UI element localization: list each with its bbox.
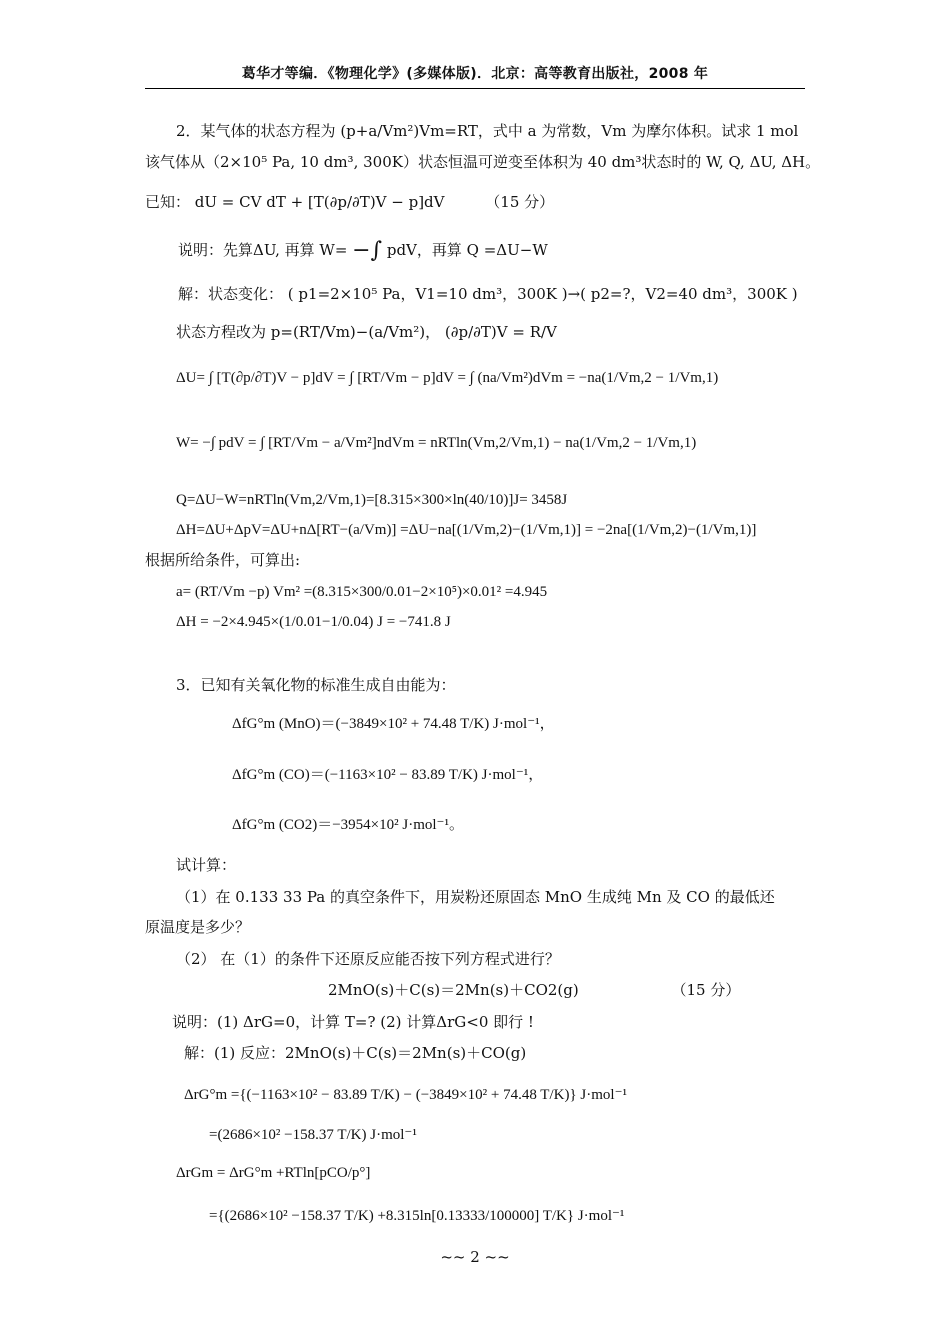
problem2-question-line1: 2．某气体的状态方程为 (p+a/Vm²)Vm=RT，式中 a 为常数，Vm 为摩尔体积。试求 1 mol [176, 122, 799, 140]
state-equation: 状态方程改为 p=(RT/Vm)−(a/Vm²)， (∂p/∂T)V = R/V [176, 323, 557, 341]
problem3-intro: 3．已知有关氧化物的标准生成自由能为： [176, 676, 456, 694]
solution-label: 解：状态变化： [178, 285, 284, 303]
try-calculate: 试计算： [176, 856, 237, 874]
integral-sign-icon: −∫ [352, 238, 383, 263]
known-equation: dU = CV dT + [T(∂p/∂T)V − p]dV [194, 193, 445, 211]
problem3-q2: （2） 在（1）的条件下还原反应能否按下列方程式进行？ [176, 950, 560, 968]
reaction-equation [328, 980, 740, 1000]
problem3-score: （15 分） [671, 981, 741, 999]
standard-gibbs-reaction: ΔrG°m ={(−1163×10² − 83.89 T/K) − (−3849×10² + 74.48 T/K)} J·mol⁻¹ [184, 1087, 627, 1103]
page-number: ~~ 2 ~~ [440, 1248, 510, 1266]
gibbs-co2: ΔfG°m (CO2)＝−3954×10² J·mol⁻¹。 [232, 817, 464, 833]
header-rule [145, 88, 805, 89]
hint-part-a: 说明：先算ΔU, 再算 W= [178, 241, 353, 259]
hint-part-b: pdV，再算 Q =ΔU−W [386, 241, 548, 259]
problem3-solution: 解：(1) 反应：2MnO(s)＋C(s)＝2Mn(s)＋CO(g) [184, 1044, 527, 1062]
gibbs-co: ΔfG°m (CO)＝(−1163×10² − 83.89 T/K) J·mol⁻¹， [232, 767, 544, 783]
gibbs-reaction: ΔrGm = ΔrG°m +RTln[pCO/p°] [176, 1165, 371, 1181]
problem2-question-line2: 该气体从（2×10⁵ Pa, 10 dm³, 300K）状态恒温可逆变至体积为 40 dm³状态时的 W, Q, ΔU, ΔH。 [145, 153, 821, 171]
problem2-score: （15 分） [485, 193, 555, 211]
given-conditions: 根据所给条件，可算出: [145, 551, 301, 569]
heat-equation: Q=ΔU−W=nRTln(Vm,2/Vm,1)=[8.315×300×ln(40/10)]J= 3458J [176, 492, 568, 508]
gibbs-reaction-expanded: ={(2686×10² −158.37 T/K) +8.315ln[0.13333/100000] T/K} J·mol⁻¹ [209, 1208, 625, 1224]
problem2-hint [178, 240, 548, 261]
state-change: ( p1=2×10⁵ Pa，V1=10 dm³，300K )→( p2=?，V2=40 dm³，300K ) [287, 285, 798, 303]
problem3-q1-line2: 原温度是多少？ [145, 918, 251, 936]
gibbs-mno: ΔfG°m (MnO)＝(−3849×10² + 74.48 T/K) J·mol⁻¹， [232, 716, 555, 732]
known-label: 已知： [145, 193, 191, 211]
page-header: 葛华才等编．《物理化学》(多媒体版)．北京：高等教育出版社，2008 年 [241, 66, 709, 82]
delta-u-equation: ΔU= ∫ [T(∂p/∂T)V − p]dV = ∫ [RT/Vm − p]dV = ∫ (na/Vm²)dVm = −na(1/Vm,2 − 1/Vm,1) [176, 370, 719, 386]
problem3-q1-line1: （1）在 0.133 33 Pa 的真空条件下，用炭粉还原固态 MnO 生成纯 Mn 及 CO 的最低还 [176, 888, 775, 906]
enthalpy-value: ΔH = −2×4.945×(1/0.01−1/0.04) J = −741.8 J [176, 614, 451, 630]
a-value-equation: a= (RT/Vm −p) Vm² =(8.315×300/0.01−2×10⁵)×0.01² =4.945 [176, 584, 548, 600]
enthalpy-equation: ΔH=ΔU+ΔpV=ΔU+nΔ[RT−(a/Vm)] =ΔU−na[(1/Vm,2)−(1/Vm,1)] = −2na[(1/Vm,2)−(1/Vm,1)] [176, 522, 757, 538]
problem3-hint: 说明：(1) ΔrG=0，计算 T=? (2) 计算ΔrG<0 即行 ! [172, 1013, 534, 1031]
standard-gibbs-simplified: =(2686×10² −158.37 T/K) J·mol⁻¹ [209, 1127, 417, 1143]
work-equation: W= −∫ pdV = ∫ [RT/Vm − a/Vm²]ndVm = nRTln(Vm,2/Vm,1) − na(1/Vm,2 − 1/Vm,1) [176, 435, 697, 451]
problem2-solution-state [178, 284, 798, 304]
reaction: 2MnO(s)＋C(s)＝2Mn(s)＋CO2(g) [328, 981, 579, 999]
problem2-known [145, 192, 554, 212]
